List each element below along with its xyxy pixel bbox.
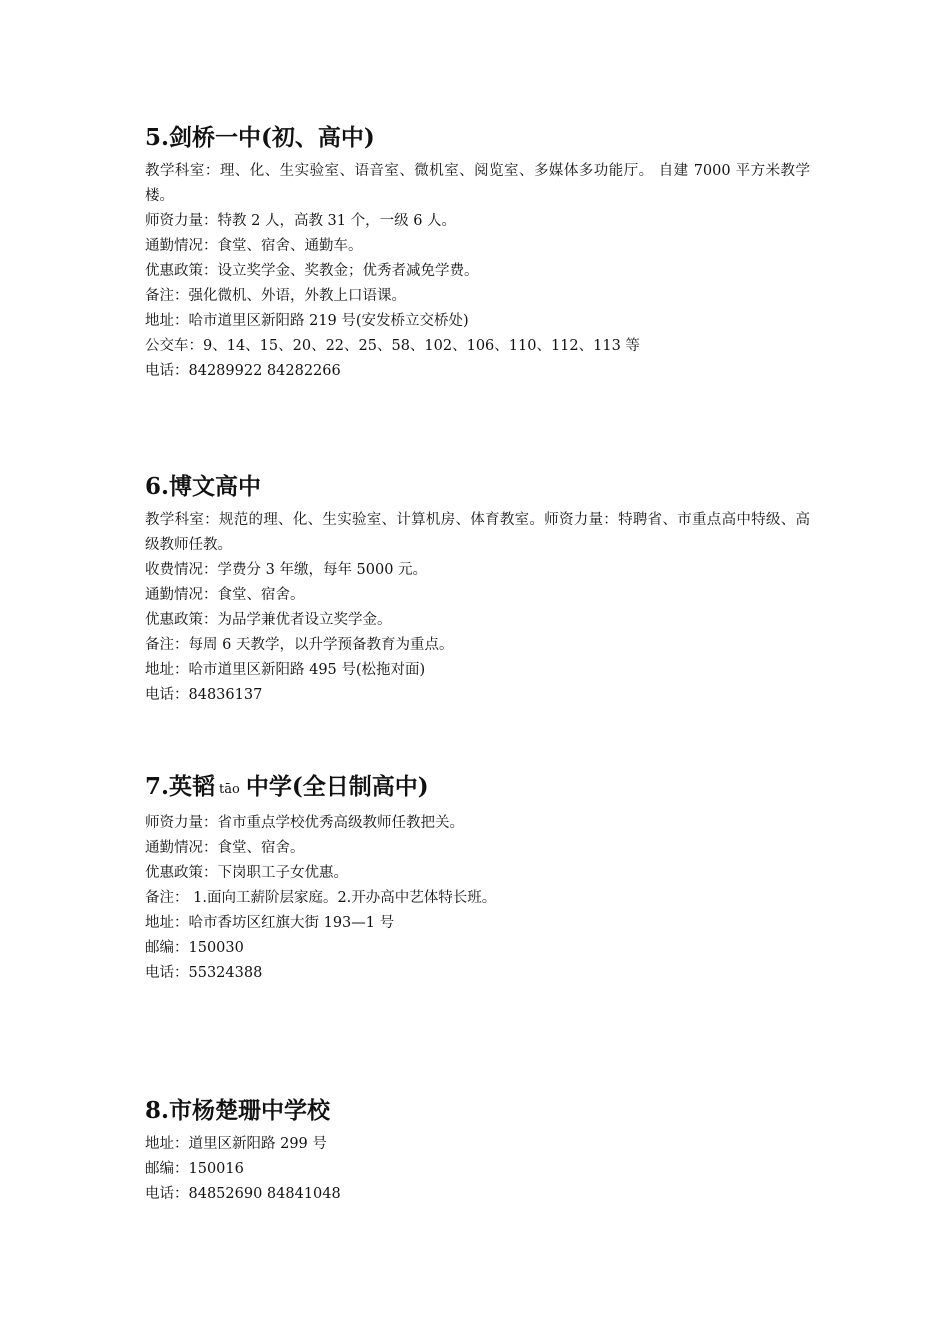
heading-part: 7.英韬: [145, 773, 216, 800]
info-line-phone: [145, 683, 810, 708]
info-label: 电话：: [145, 687, 189, 703]
info-line-commute: [145, 234, 810, 259]
info-label: 教学科室：: [145, 163, 220, 179]
info-label: 电话：: [145, 363, 189, 379]
info-value: 哈市香坊区红旗大街 193—1 号: [188, 915, 395, 931]
info-value: 哈市道里区新阳路 495 号(松拖对面): [188, 662, 426, 678]
info-label: 优惠政策：: [145, 612, 218, 628]
info-line-postcode: [145, 1157, 810, 1182]
info-label: 通勤情况：: [145, 587, 218, 603]
section-heading: 8.市杨楚珊中学校: [145, 1097, 331, 1124]
info-label: 备注：: [145, 637, 189, 653]
info-line-commute: [145, 583, 810, 608]
info-line-phone: [145, 961, 810, 986]
info-line-phone: [145, 1182, 810, 1207]
info-value: 规范的理、化、生实验室、计算机房、体育教室。师资力量：特聘省、市重点高中特级、高级教师任教。: [145, 512, 810, 553]
info-line-faculty: [145, 209, 810, 234]
info-value: 强化微机、外语，外教上口语课。: [188, 288, 406, 304]
pinyin-annotation: tāo: [219, 782, 240, 797]
info-line-policy: [145, 608, 810, 633]
info-line-bus: [145, 334, 810, 359]
info-line-address: [145, 911, 810, 936]
info-label: 地址：: [145, 915, 189, 931]
info-line-policy: [145, 259, 810, 284]
info-line-phone: [145, 359, 810, 384]
info-value: 设立奖学金、奖教金；优秀者减免学费。: [217, 263, 479, 279]
info-line-address: [145, 1132, 810, 1157]
info-value: 下岗职工子女优惠。: [217, 865, 348, 881]
info-label: 通勤情况：: [145, 238, 218, 254]
info-label: 邮编：: [145, 940, 189, 956]
info-value: 84289922 84282266: [188, 363, 341, 379]
info-value: 特教 2 人，高教 31 个，一级 6 人。: [217, 213, 457, 229]
info-value: 1.面向工薪阶层家庭。2.开办高中艺体特长班。: [188, 890, 497, 906]
info-value: 84852690 84841048: [188, 1186, 341, 1202]
info-value: 学费分 3 年缴，每年 5000 元。: [217, 562, 428, 578]
info-line-notes: [145, 633, 810, 658]
info-label: 备注：: [145, 288, 189, 304]
info-line-notes: [145, 284, 810, 309]
school-section-8: [145, 1096, 810, 1207]
info-value: 食堂、宿舍、通勤车。: [217, 238, 363, 254]
info-value: 9、14、15、20、22、25、58、102、106、110、112、113 等: [203, 338, 640, 354]
info-label: 师资力量：: [145, 213, 218, 229]
info-label: 优惠政策：: [145, 865, 218, 881]
info-line-commute: [145, 836, 810, 861]
info-line-fees: [145, 558, 810, 583]
info-value: 食堂、宿舍。: [217, 587, 305, 603]
section-heading: 6.博文高中: [145, 473, 262, 500]
info-line-policy: [145, 861, 810, 886]
info-line-address: [145, 658, 810, 683]
info-label: 师资力量：: [145, 815, 218, 831]
info-line-address: [145, 309, 810, 334]
info-line-notes: [145, 886, 810, 911]
info-label: 通勤情况：: [145, 840, 218, 856]
info-label: 地址：: [145, 1136, 189, 1152]
info-value: 食堂、宿舍。: [217, 840, 305, 856]
info-line-teaching-rooms: [145, 508, 810, 558]
section-heading: 5.剑桥一中(初、高中): [145, 124, 375, 151]
school-section-6: [145, 472, 810, 708]
info-value: 84836137: [188, 687, 263, 703]
info-line-postcode: [145, 936, 810, 961]
info-label: 备注：: [145, 890, 189, 906]
info-value: 哈市道里区新阳路 219 号(安发桥立交桥处): [188, 313, 469, 329]
info-label: 邮编：: [145, 1161, 189, 1177]
info-value: 55324388: [188, 965, 263, 981]
school-section-7: [145, 772, 810, 986]
info-label: 地址：: [145, 313, 189, 329]
section-heading: [145, 772, 810, 805]
heading-part: 中学(全日制高中): [245, 773, 429, 800]
school-section-5: [145, 123, 810, 384]
info-label: 电话：: [145, 1186, 189, 1202]
info-value: 每周 6 天教学，以升学预备教育为重点。: [188, 637, 454, 653]
info-value: 省市重点学校优秀高级教师任教把关。: [217, 815, 464, 831]
info-value: 理、化、生实验室、语音室、微机室、阅览室、多媒体多功能厅。 自建 7000 平方米教学楼。: [145, 163, 811, 204]
info-value: 道里区新阳路 299 号: [188, 1136, 327, 1152]
info-label: 收费情况：: [145, 562, 218, 578]
info-value: 150030: [188, 940, 244, 956]
info-value: 为品学兼优者设立奖学金。: [217, 612, 392, 628]
info-label: 教学科室：: [145, 512, 219, 528]
info-value: 150016: [188, 1161, 244, 1177]
info-line-teaching-rooms: [145, 159, 810, 209]
info-line-faculty: [145, 811, 810, 836]
info-label: 电话：: [145, 965, 189, 981]
info-label: 地址：: [145, 662, 189, 678]
info-label: 公交车：: [145, 338, 203, 354]
info-label: 优惠政策：: [145, 263, 218, 279]
